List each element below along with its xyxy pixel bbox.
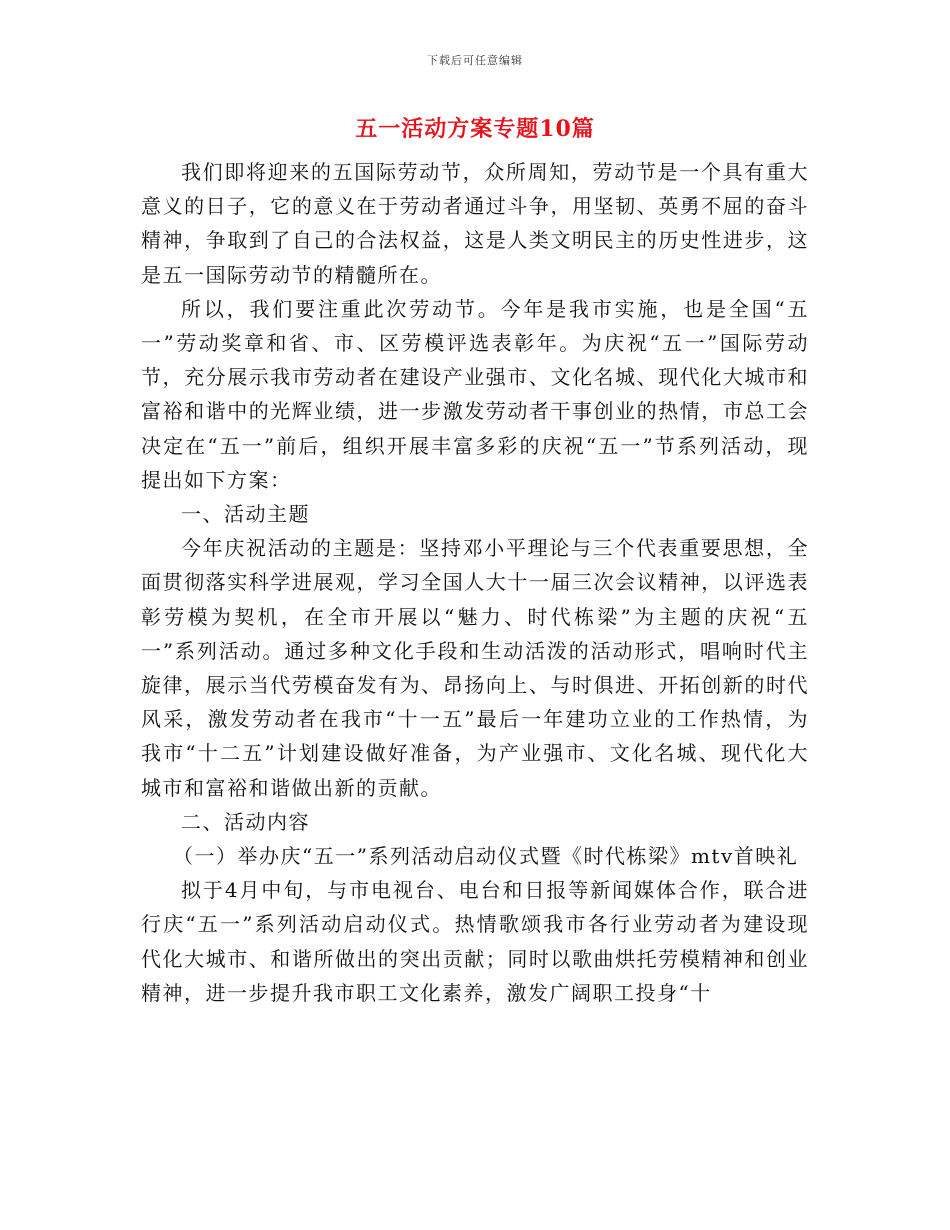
paragraph-theme: 今年庆祝活动的主题是：坚持邓小平理论与三个代表重要思想，全面贯彻落实科学进展观，学习全国人大十一届三次会议精神，以评选表彰劳模为契机，在全市开展以“魅力、时代栋梁”为主题的庆祝“五一”系列活动。通过多种文化手段和生动活泼的活动形式，唱响时代主旋律，展示当代劳模奋发有为、昂扬向上、与时俱进、开拓创新的时代风采，激发劳动者在我市“十一五”最后一年建功立业的工作热情，为我市“十二五”计划建设做好准备，为产业强市、文化名城、现代化大城市和富裕和谐做出新的贡献。 — [141, 536, 809, 800]
paragraph-background: 所以，我们要注重此次劳动节。今年是我市实施，也是全国“五一”劳动奖章和省、市、区劳模评选表彰年。为庆祝“五一”国际劳动节，充分展示我市劳动者在建设产业强市、文化名城、现代化大城市和富裕和谐中的光辉业绩，进一步激发劳动者干事创业的热情，市总工会决定在“五一”前后，组织开展丰富多彩的庆祝“五一”节系列活动，现提出如下方案： — [141, 296, 809, 492]
section-heading-content: 二、活动内容 — [181, 809, 310, 834]
document-title: 五一活动方案专题10篇 — [355, 116, 595, 142]
section-heading-theme: 一、活动主题 — [181, 502, 310, 527]
header-note: 下载后可任意编辑 — [427, 54, 523, 67]
document-body — [141, 155, 809, 1010]
paragraph-intro: 我们即将迎来的五国际劳动节，众所周知，劳动节是一个具有重大意义的日子，它的意义在于劳动者通过斗争，用坚韧、英勇不屈的奋斗精神，争取到了自己的合法权益，这是人类文明民主的历史性进步，这是五一国际劳动节的精髓所在。 — [141, 160, 809, 287]
paragraph-launch: 拟于4月中旬，与市电视台、电台和日报等新闻媒体合作，联合进行庆“五一”系列活动启动仪式。热情歌颂我市各行业劳动者为建设现代化大城市、和谐所做出的突出贡献；同时以歌曲烘托劳模精神和创业精神，进一步提升我市职工文化素养，激发广阔职工投身“十 — [141, 878, 809, 1005]
subsection-heading-launch: （一）举办庆“五一”系列活动启动仪式暨《时代栋梁》mtv首映礼 — [173, 844, 799, 869]
